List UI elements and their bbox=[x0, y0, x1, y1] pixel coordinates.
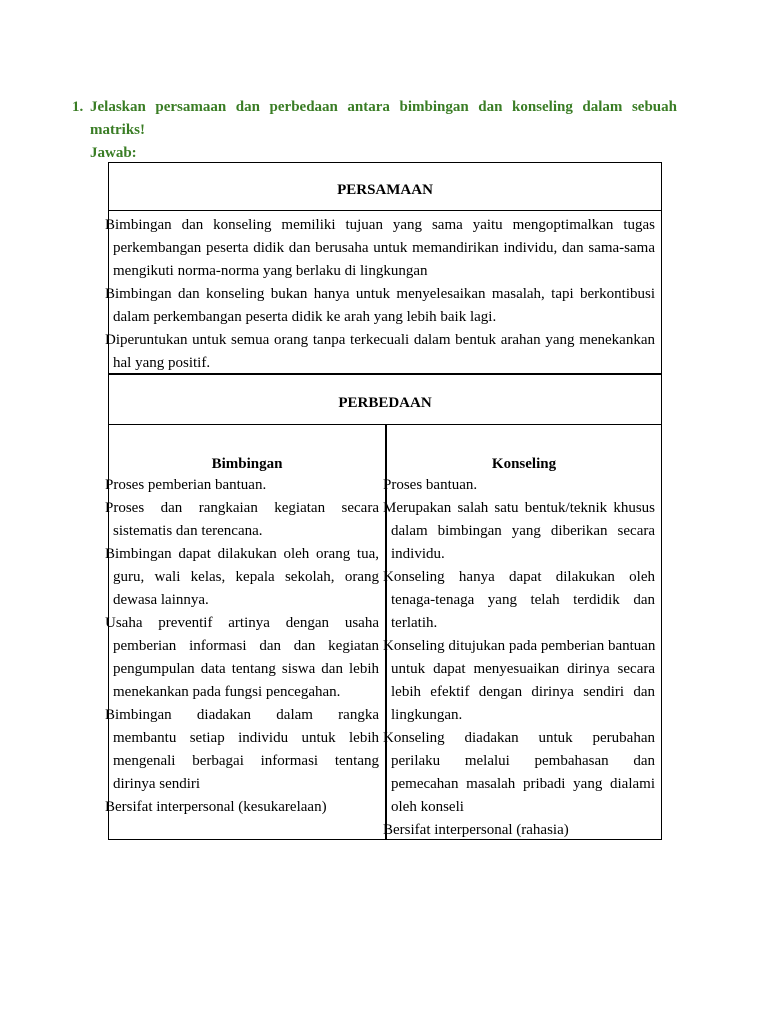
konseling-line: Proses bantuan. bbox=[383, 477, 478, 493]
question-number: 1. bbox=[72, 99, 84, 115]
konseling-line: lingkungan. bbox=[391, 707, 463, 723]
persamaan-line: Bimbingan dan konseling bukan hanya untuk menyelesaikan masalah, tapi berkontibusi bbox=[105, 286, 655, 302]
konseling-line: terlatih. bbox=[391, 615, 438, 631]
persamaan-line: Diperuntukan untuk semua orang tanpa terkecuali dalam bentuk arahan yang menekankan bbox=[105, 332, 655, 348]
konseling-line: Konseling diadakan untuk perubahan bbox=[383, 730, 655, 746]
konseling-line: oleh konseli bbox=[391, 799, 464, 815]
bimbingan-line: dirinya sendiri bbox=[113, 776, 201, 792]
konseling-line: pemecahan masalah pribadi yang dialami bbox=[391, 776, 655, 792]
question-text-line-2: matriks! bbox=[90, 122, 145, 138]
persamaan-line: perkembangan peserta didik dan berusaha untuk memandirikan individu, dan sama-sama bbox=[113, 240, 655, 256]
konseling-line: Konseling ditujukan pada pemberian bantuan bbox=[383, 638, 656, 654]
answer-label: Jawab: bbox=[90, 145, 137, 161]
konseling-line: Merupakan salah satu bentuk/teknik khusus bbox=[383, 500, 655, 516]
bimbingan-line: Proses pemberian bantuan. bbox=[105, 477, 267, 493]
perbedaan-title: PERBEDAAN bbox=[338, 395, 432, 411]
konseling-line: perilaku melalui pembahasan dan bbox=[391, 753, 655, 769]
persamaan-line: mengikuti norma-norma yang berlaku di lingkungan bbox=[113, 263, 428, 279]
perbedaan-table bbox=[105, 373, 662, 840]
konseling-line: untuk dapat menyesuaikan dirinya secara bbox=[391, 661, 655, 677]
konseling-line: Konseling hanya dapat dilakukan oleh bbox=[383, 569, 655, 585]
konseling-header: Konseling bbox=[491, 456, 557, 472]
bimbingan-line: menekankan pada fungsi pencegahan. bbox=[113, 684, 341, 700]
bimbingan-line: Proses dan rangkaian kegiatan secara bbox=[105, 500, 379, 516]
bimbingan-line: Usaha preventif artinya dengan usaha bbox=[105, 615, 379, 631]
persamaan-line: Bimbingan dan konseling memiliki tujuan yang sama yaitu mengoptimalkan tugas bbox=[105, 217, 655, 233]
persamaan-list bbox=[105, 214, 655, 375]
persamaan-line: hal yang positif. bbox=[113, 355, 211, 371]
question-text-line-1: Jelaskan persamaan dan perbedaan antara bimbingan dan konseling dalam sebuah bbox=[90, 99, 677, 115]
bimbingan-line: Bersifat interpersonal (kesukarelaan) bbox=[105, 799, 327, 815]
bimbingan-line: guru, wali kelas, kepala sekolah, orang bbox=[113, 569, 379, 585]
konseling-line: lebih efektif dengan dirinya sendiri dan bbox=[391, 684, 655, 700]
bimbingan-header: Bimbingan bbox=[211, 456, 283, 472]
bimbingan-line: dewasa lainnya. bbox=[113, 592, 209, 608]
konseling-line: dalam bimbingan yang diberikan secara bbox=[391, 523, 655, 539]
bimbingan-list bbox=[105, 474, 379, 819]
bimbingan-line: mengenali berbagai informasi tentang bbox=[113, 753, 379, 769]
persamaan-table bbox=[105, 162, 662, 374]
bimbingan-line: sistematis dan terencana. bbox=[113, 523, 263, 539]
konseling-line: individu. bbox=[391, 546, 445, 562]
bimbingan-line: Bimbingan diadakan dalam rangka bbox=[105, 707, 379, 723]
bimbingan-line: pengumpulan data tentang siswa dan lebih bbox=[113, 661, 379, 677]
persamaan-divider bbox=[109, 210, 661, 211]
bimbingan-line: Bimbingan dapat dilakukan oleh orang tua, bbox=[105, 546, 379, 562]
konseling-line: Bersifat interpersonal (rahasia) bbox=[383, 822, 569, 838]
persamaan-line: dalam perkembangan peserta didik ke arah yang lebih baik lagi. bbox=[113, 309, 497, 325]
konseling-line: tenaga-tenaga yang telah terdidik dan bbox=[391, 592, 655, 608]
bimbingan-line: pemberian informasi dan dan kegiatan bbox=[113, 638, 379, 654]
persamaan-title: PERSAMAAN bbox=[337, 182, 433, 198]
bimbingan-line: membantu setiap individu untuk lebih bbox=[113, 730, 379, 746]
konseling-list bbox=[383, 474, 655, 842]
